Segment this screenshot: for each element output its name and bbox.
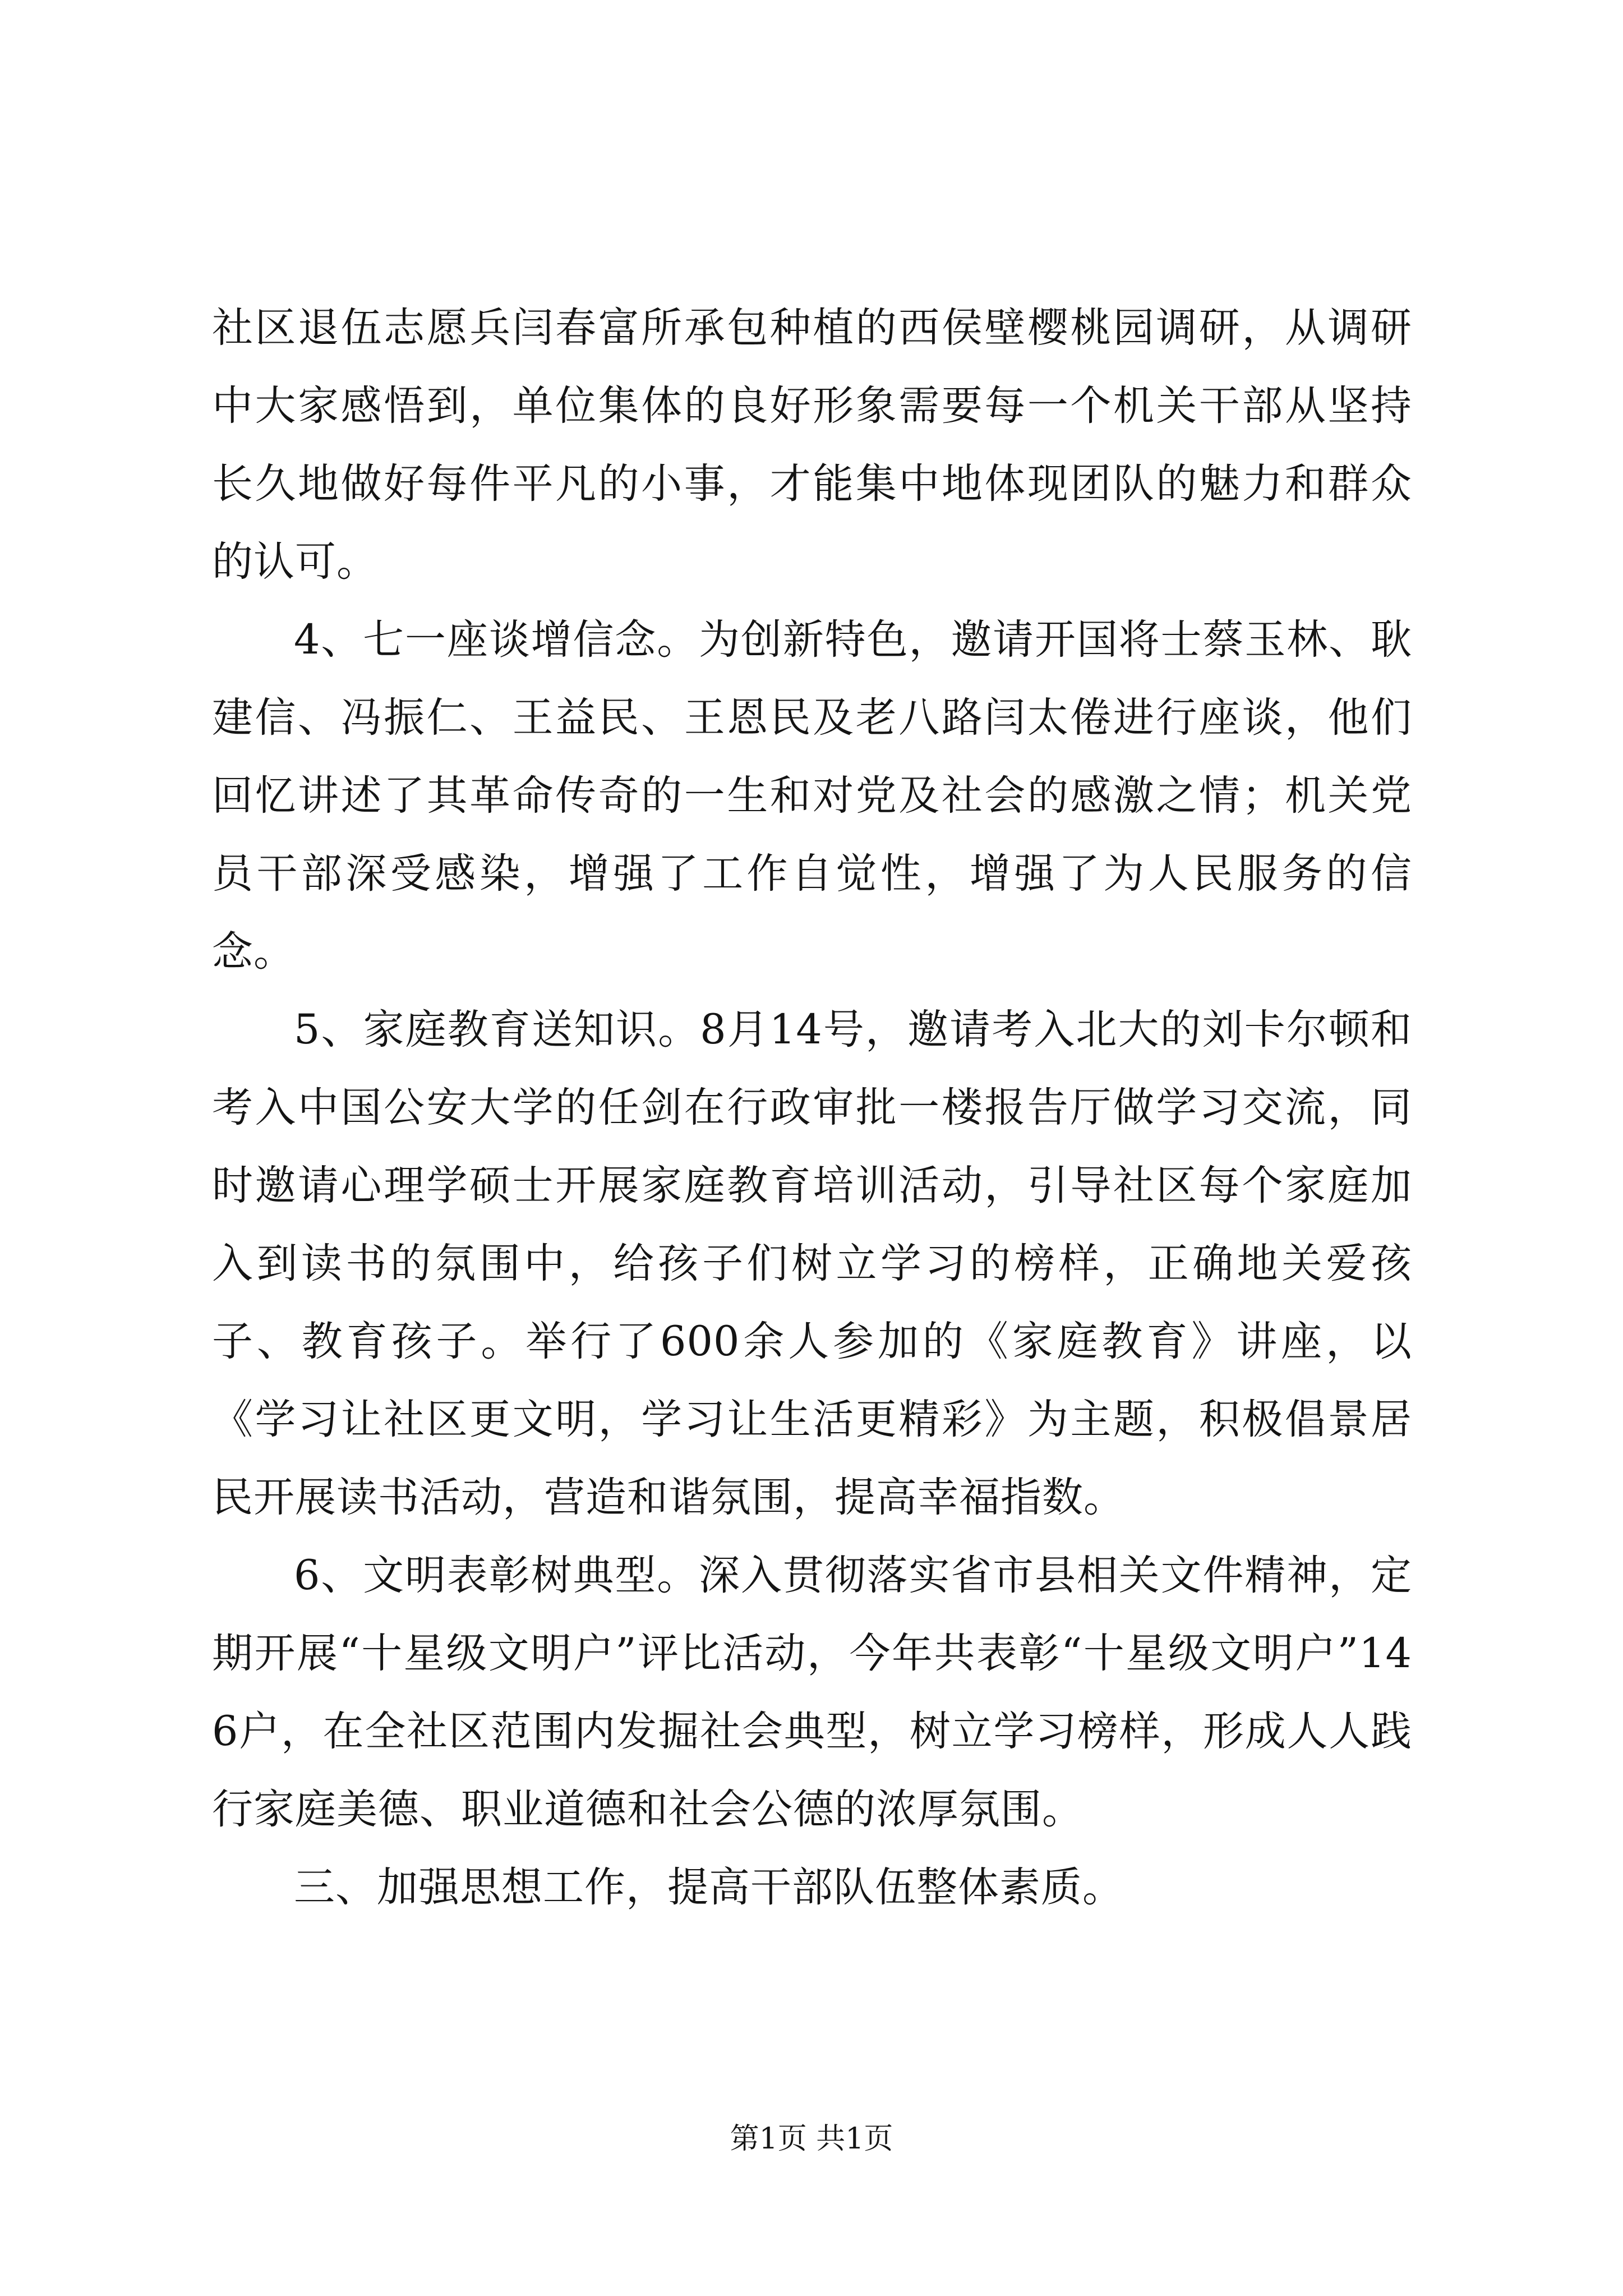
paragraph-item-4: 4、七一座谈增信念。为创新特色，邀请开国将士蔡玉林、耿建信、冯振仁、王益民、王恩民及老八路闫太倦进行座谈，他们回忆讲述了其革命传奇的一生和对党及社会的感激之情；机关党员干部深受感染，增强了工作自觉性，增强了为人民服务的信念。 [212, 616, 1412, 976]
document-body [212, 289, 1412, 1926]
section-heading-3: 三、加强思想工作，提高干部队伍整体素质。 [294, 1864, 1124, 1911]
page-footer: 第1页 共1页 [730, 2122, 893, 2156]
paragraph-continuation: 社区退伍志愿兵闫春富所承包种植的西侯壁樱桃园调研，从调研中大家感悟到，单位集体的良好形象需要每一个机关干部从坚持长久地做好每件平凡的小事，才能集中地体现团队的魅力和群众的认可。 [212, 304, 1412, 586]
paragraph-item-5: 5、家庭教育送知识。8月14号，邀请考入北大的刘卡尔顿和考入中国公安大学的任剑在行政审批一楼报告厅做学习交流，同时邀请心理学硕士开展家庭教育培训活动，引导社区每个家庭加入到读书的氛围中，给孩子们树立学习的榜样，正确地关爱孩子、教育孩子。举行了600余人参加的《家庭教育》讲座，以《学习让社区更文明，学习让生活更精彩》为主题，积极倡景居民开展读书活动，营造和谐氛围，提高幸福指数。 [212, 1006, 1412, 1521]
paragraph-item-6: 6、文明表彰树典型。深入贯彻落实省市县相关文件精神，定期开展“十星级文明户”评比活动，今年共表彰“十星级文明户”146户，在全社区范围内发掘社会典型，树立学习榜样，形成人人践行家庭美德、职业道德和社会公德的浓厚氛围。 [212, 1552, 1412, 1833]
